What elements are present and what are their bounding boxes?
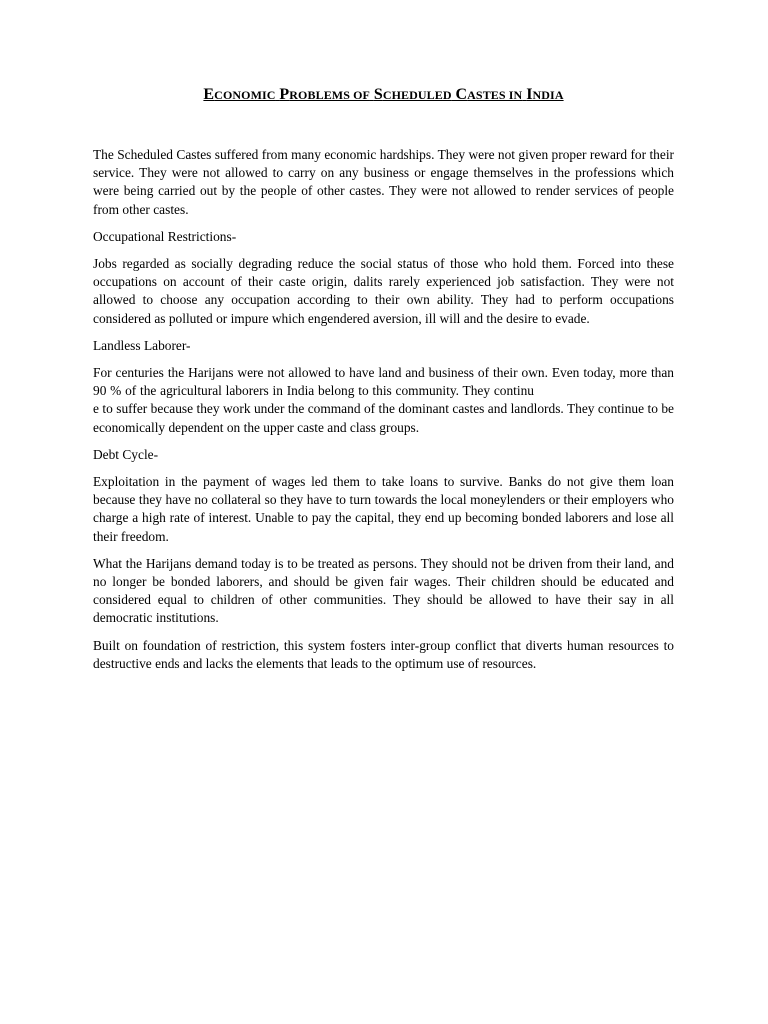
title-part: NDIA	[532, 88, 564, 102]
landless-text-part1: For centuries the Harijans were not allowed to have land and business of their own. Even today, more than 90 % of the agricultural laborers in India belong to this community. They continu	[93, 365, 674, 399]
section-heading-debt: Debt Cycle-	[93, 446, 159, 462]
section-body-debt: Exploitation in the payment of wages led them to take loans to survive. Banks do not give them loan because they have no collateral so they have to turn towards the local moneylenders or their employers who charge a high rate of interest. Unable to pay the capital, they end up becoming bonded laborers and lose all their freedom.	[93, 474, 674, 544]
intro-paragraph: The Scheduled Castes suffered from many economic hardships. They were not given proper reward for their service. They were not allowed to carry on any business or engage themselves in the professions which were being carried out by the people of other castes. They were not allowed to render services of people from other castes.	[93, 147, 674, 217]
title-part: P	[279, 86, 290, 103]
landless-text-part2: e to suffer because they work under the command of the dominant castes and landlords. They continue to be economically dependent on the upper caste and class groups.	[93, 401, 674, 435]
conclusion-paragraph: Built on foundation of restriction, this system fosters inter-group conflict that diverts human resources to destructive ends and lacks the elements that leads to the optimum use of resources.	[93, 637, 674, 671]
title-part: CONOMIC	[214, 88, 276, 102]
section-body-landless	[93, 364, 674, 437]
title-part: I	[526, 86, 533, 103]
document-title	[93, 86, 674, 104]
title-part: E	[203, 86, 215, 103]
title-part: ROBLEMS OF	[289, 88, 370, 102]
title-part: ASTES IN	[467, 88, 523, 102]
title-part: C	[455, 86, 468, 103]
section-heading-occupational: Occupational Restrictions-	[93, 228, 237, 244]
title-part: S	[373, 86, 383, 103]
section-heading-landless: Landless Laborer-	[93, 337, 191, 353]
title-part: CHEDULED	[382, 88, 452, 102]
document-page	[93, 86, 674, 682]
section-body-occupational: Jobs regarded as socially degrading reduce the social status of those who hold them. Forced into these occupations on account of their caste origin, dalits rarely experienced job satisfaction. They were not allowed to choose any occupation according to their own ability. They had to perform occupations considered as polluted or impure which engendered aversion, ill will and the desire to evade.	[93, 256, 674, 326]
demand-paragraph: What the Harijans demand today is to be treated as persons. They should not be driven from their land, and no longer be bonded laborers, and should be given fair wages. Their children should be educated and considered equal to children of other communities. They should be allowed to have their say in all democratic institutions.	[93, 555, 674, 626]
